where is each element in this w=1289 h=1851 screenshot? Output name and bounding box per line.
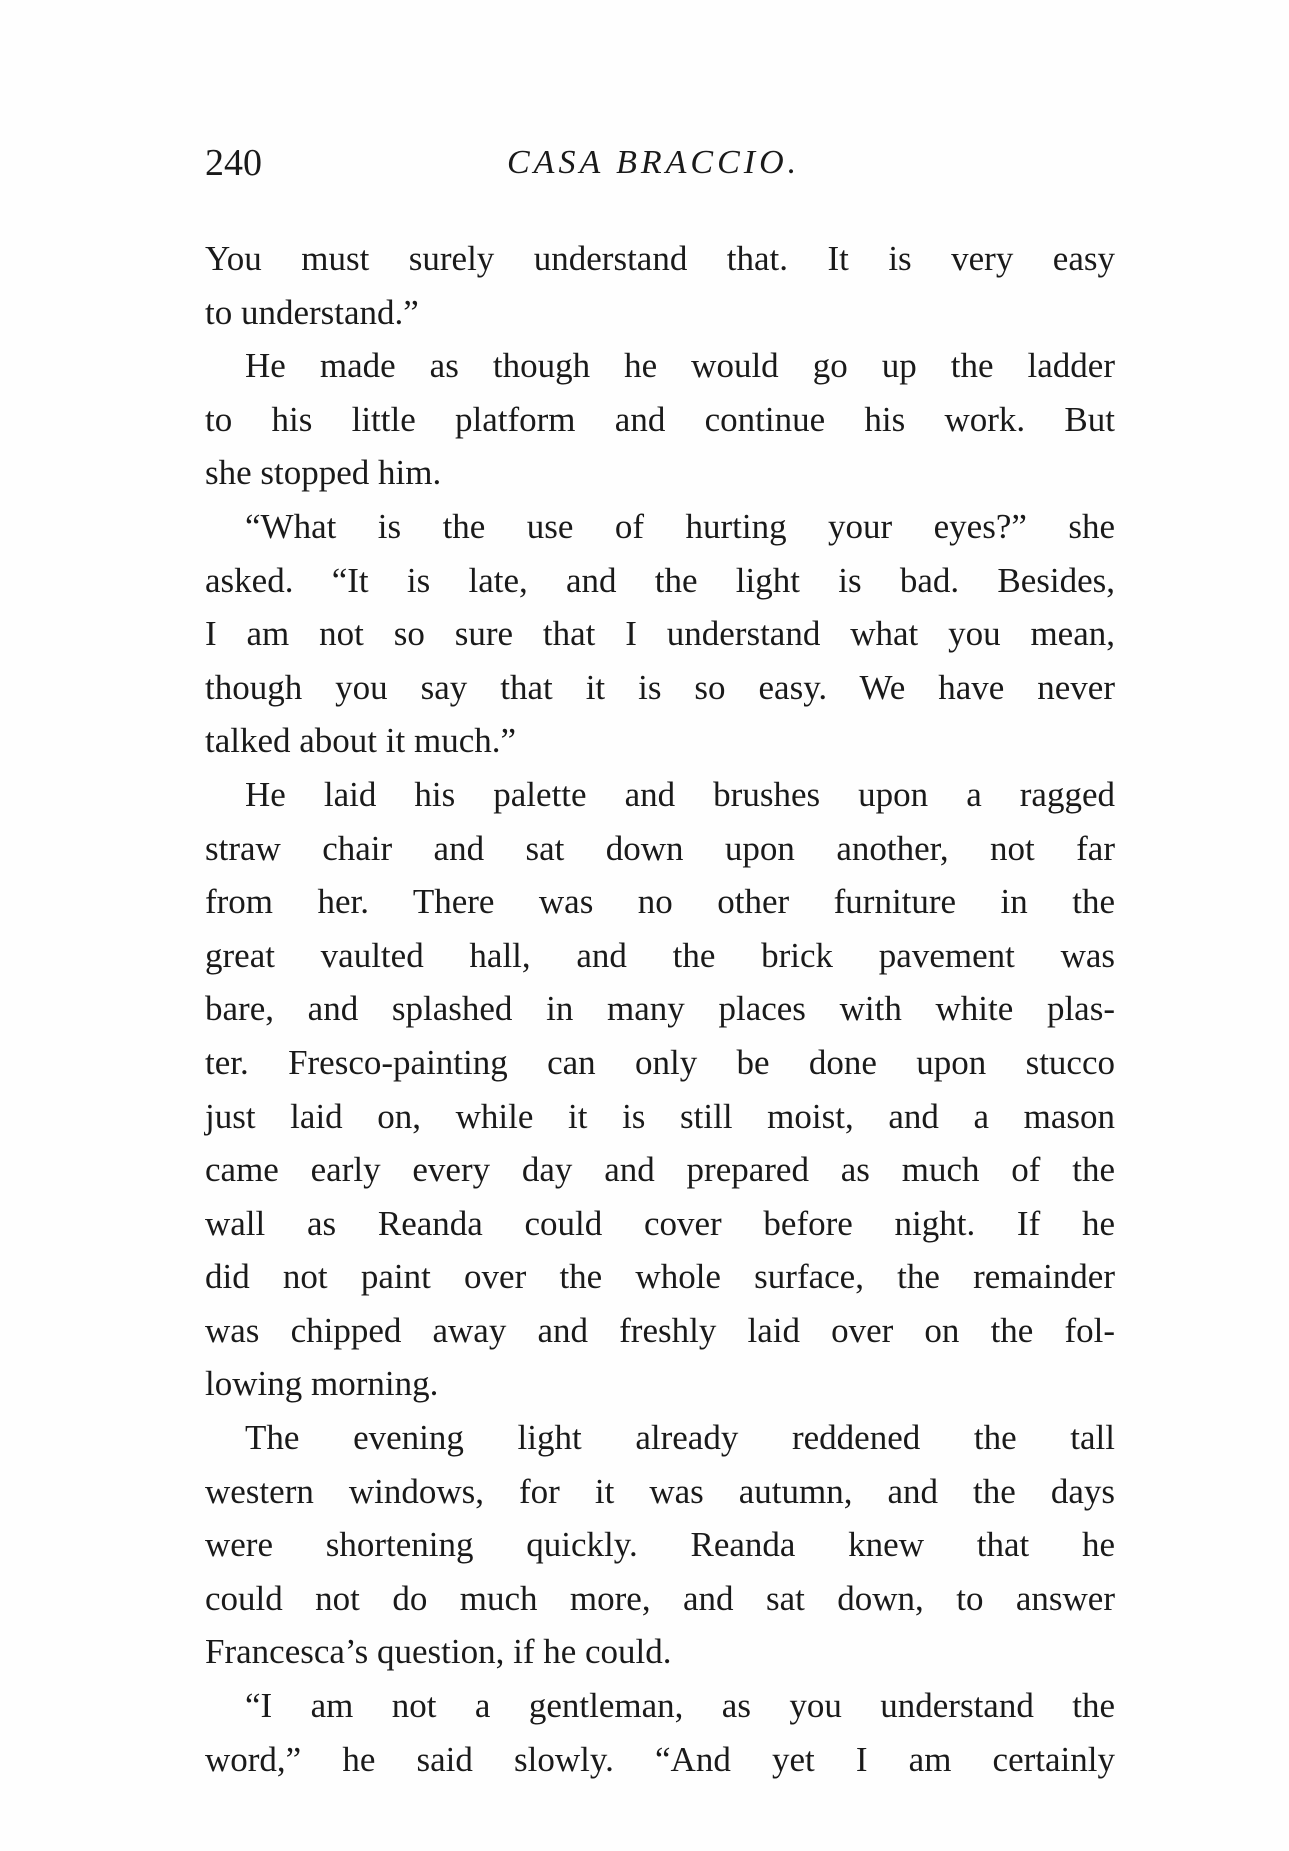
text-line: western windows, for it was autumn, and the days xyxy=(205,1471,1115,1511)
text-line: she stopped him. xyxy=(205,453,442,493)
text-line: The evening light already reddened the tall xyxy=(245,1418,1115,1458)
text-line: wall as Reanda could cover before night. If he xyxy=(205,1203,1115,1243)
text-line: to his little platform and continue his work. But xyxy=(205,399,1115,439)
body-text xyxy=(205,232,1115,1786)
text-line: “What is the use of hurting your eyes?” she xyxy=(245,506,1115,546)
text-line: word,” he said slowly. “And yet I am certainly xyxy=(205,1739,1115,1779)
text-line: from her. There was no other furniture in the xyxy=(205,882,1115,922)
text-line: He laid his palette and brushes upon a ragged xyxy=(245,774,1115,814)
text-line: straw chair and sat down upon another, not far xyxy=(205,828,1115,868)
page-header xyxy=(205,138,1115,188)
text-line: though you say that it is so easy. We have never xyxy=(205,667,1115,707)
text-line: Francesca’s question, if he could. xyxy=(205,1632,672,1672)
text-line: asked. “It is late, and the light is bad. Besides, xyxy=(205,560,1115,600)
text-line: ter. Fresco-painting can only be done upon stucco xyxy=(205,1042,1115,1082)
text-line: could not do much more, and sat down, to answer xyxy=(205,1578,1115,1618)
text-line: to understand.” xyxy=(205,292,419,332)
text-line: “I am not a gentleman, as you understand the xyxy=(245,1686,1115,1726)
text-line: did not paint over the whole surface, the remainder xyxy=(205,1257,1115,1297)
text-line: came early every day and prepared as much of the xyxy=(205,1150,1115,1190)
text-line: bare, and splashed in many places with white plas- xyxy=(205,989,1115,1029)
text-line: was chipped away and freshly laid over on the fol- xyxy=(205,1310,1115,1350)
page-number: 240 xyxy=(205,142,262,184)
text-line: talked about it much.” xyxy=(205,721,517,761)
text-line: You must surely understand that. It is very easy xyxy=(205,239,1115,278)
running-head: CASA BRACCIO. xyxy=(507,144,801,181)
text-line: He made as though he would go up the ladder xyxy=(245,346,1115,386)
text-line: lowing morning. xyxy=(205,1364,439,1404)
text-line: great vaulted hall, and the brick pavement was xyxy=(205,935,1115,975)
text-line: just laid on, while it is still moist, and a mason xyxy=(205,1096,1115,1136)
text-line: I am not so sure that I understand what you mean, xyxy=(205,614,1115,654)
text-line: were shortening quickly. Reanda knew that he xyxy=(205,1525,1115,1565)
